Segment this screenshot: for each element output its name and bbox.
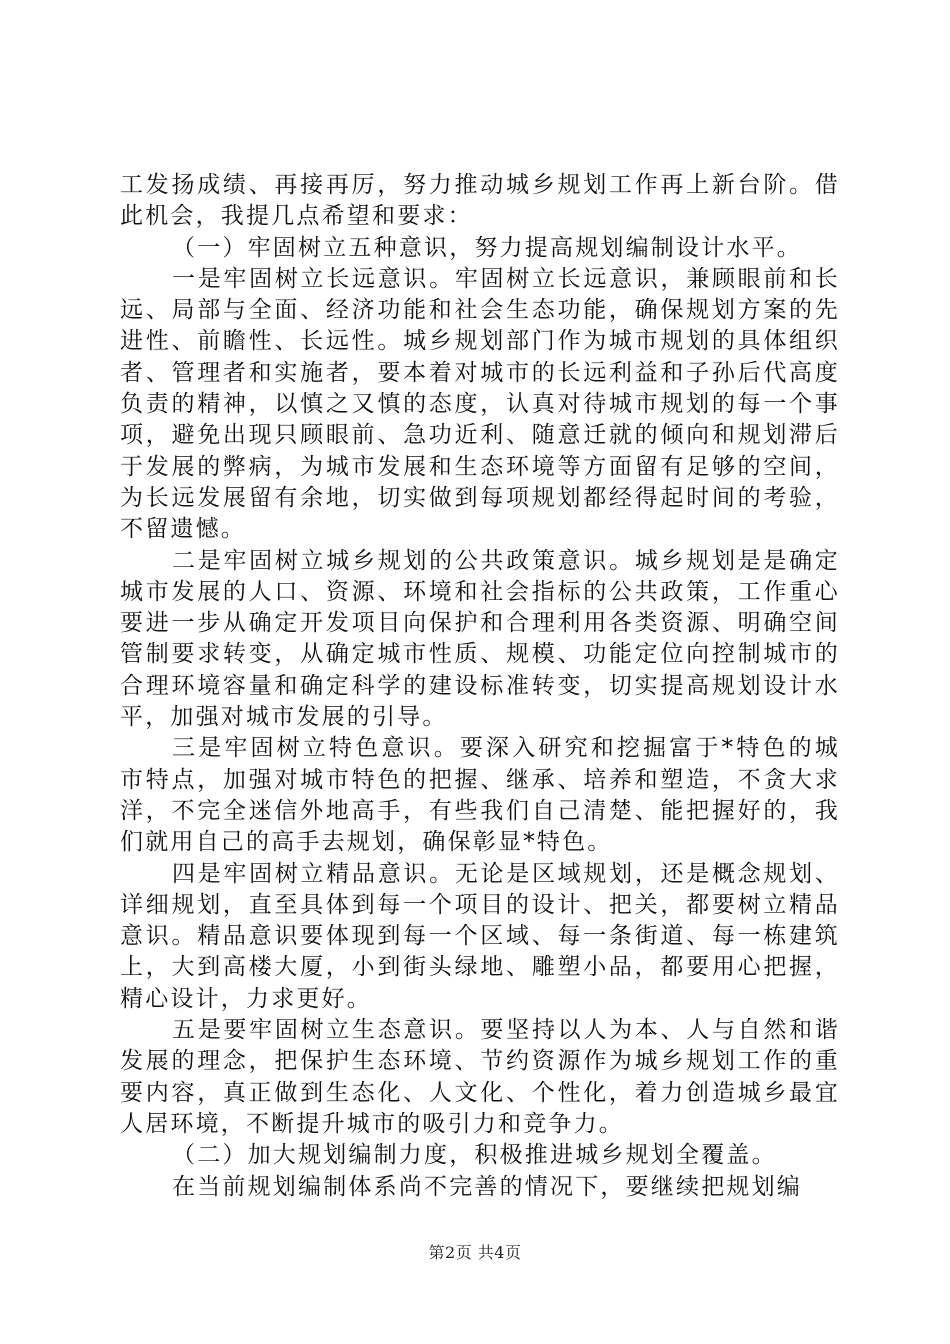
document-body (120, 170, 840, 1203)
section-heading-2: （二）加大规划编制力度，积极推进城乡规划全覆盖。 (172, 1142, 777, 1169)
paragraph-7: 在当前规划编制体系尚不完善的情况下，要继续把规划编 (172, 1173, 802, 1200)
paragraph-5: 四是牢固树立精品意识。无论是区域规划，还是概念规划、详细规划，直至具体到每一个项目的设计、把关，都要树立精品意识。精品意识要体现到每一个区域、每一条街道、每一栋建筑上，大到高楼大厦，小到街头绿地、雕塑小品，都要用心把握，精心设计，力求更好。 (120, 860, 840, 1012)
paragraph-6: 五是要牢固树立生态意识。要坚持以人为本、人与自然和谐发展的理念，把保护生态环境、节约资源作为城乡规划工作的重要内容，真正做到生态化、人文化、个性化，着力创造城乡最宜人居环境，不断提升城市的吸引力和竞争力。 (120, 1017, 840, 1137)
paragraph-1: 工发扬成绩、再接再厉，努力推动城乡规划工作再上新台阶。借此机会，我提几点希望和要求： (120, 172, 840, 230)
paragraph-2: 一是牢固树立长远意识。牢固树立长远意识，兼顾眼前和长远、局部与全面、经济功能和社会生态功能，确保规划方案的先进性、前瞻性、长远性。城乡规划部门作为城市规划的具体组织者、管理者和实施者，要本着对城市的长远利益和子孙后代高度负责的精神，以慎之又慎的态度，认真对待城市规划的每一个事项，避免出现只顾眼前、急功近利、随意迁就的倾向和规划滞后于发展的弊病，为城市发展和生态环境等方面留有足够的空间，为长远发展留有余地，切实做到每项规划都经得起时间的考验，不留遗憾。 (120, 265, 840, 543)
paragraph-4: 三是牢固树立特色意识。要深入研究和挖掘富于*特色的城市特点，加强对城市特色的把握、继承、培养和塑造，不贪大求洋，不完全迷信外地高手，有些我们自己清楚、能把握好的，我们就用自己的高手去规划，确保彰显*特色。 (120, 735, 840, 856)
paragraph-3: 二是牢固树立城乡规划的公共政策意识。城乡规划是是确定城市发展的人口、资源、环境和社会指标的公共政策，工作重心要进一步从确定开发项目向保护和合理利用各类资源、明确空间管制要求转变，从确定城市性质、规模、功能定位向控制城市的合理环境容量和确定科学的建设标准转变，切实提高规划设计水平，加强对城市发展的引导。 (120, 547, 840, 731)
section-heading-1: （一）牢固树立五种意识，努力提高规划编制设计水平。 (172, 234, 802, 261)
page-footer: 第2页 共4页 (428, 1243, 522, 1262)
